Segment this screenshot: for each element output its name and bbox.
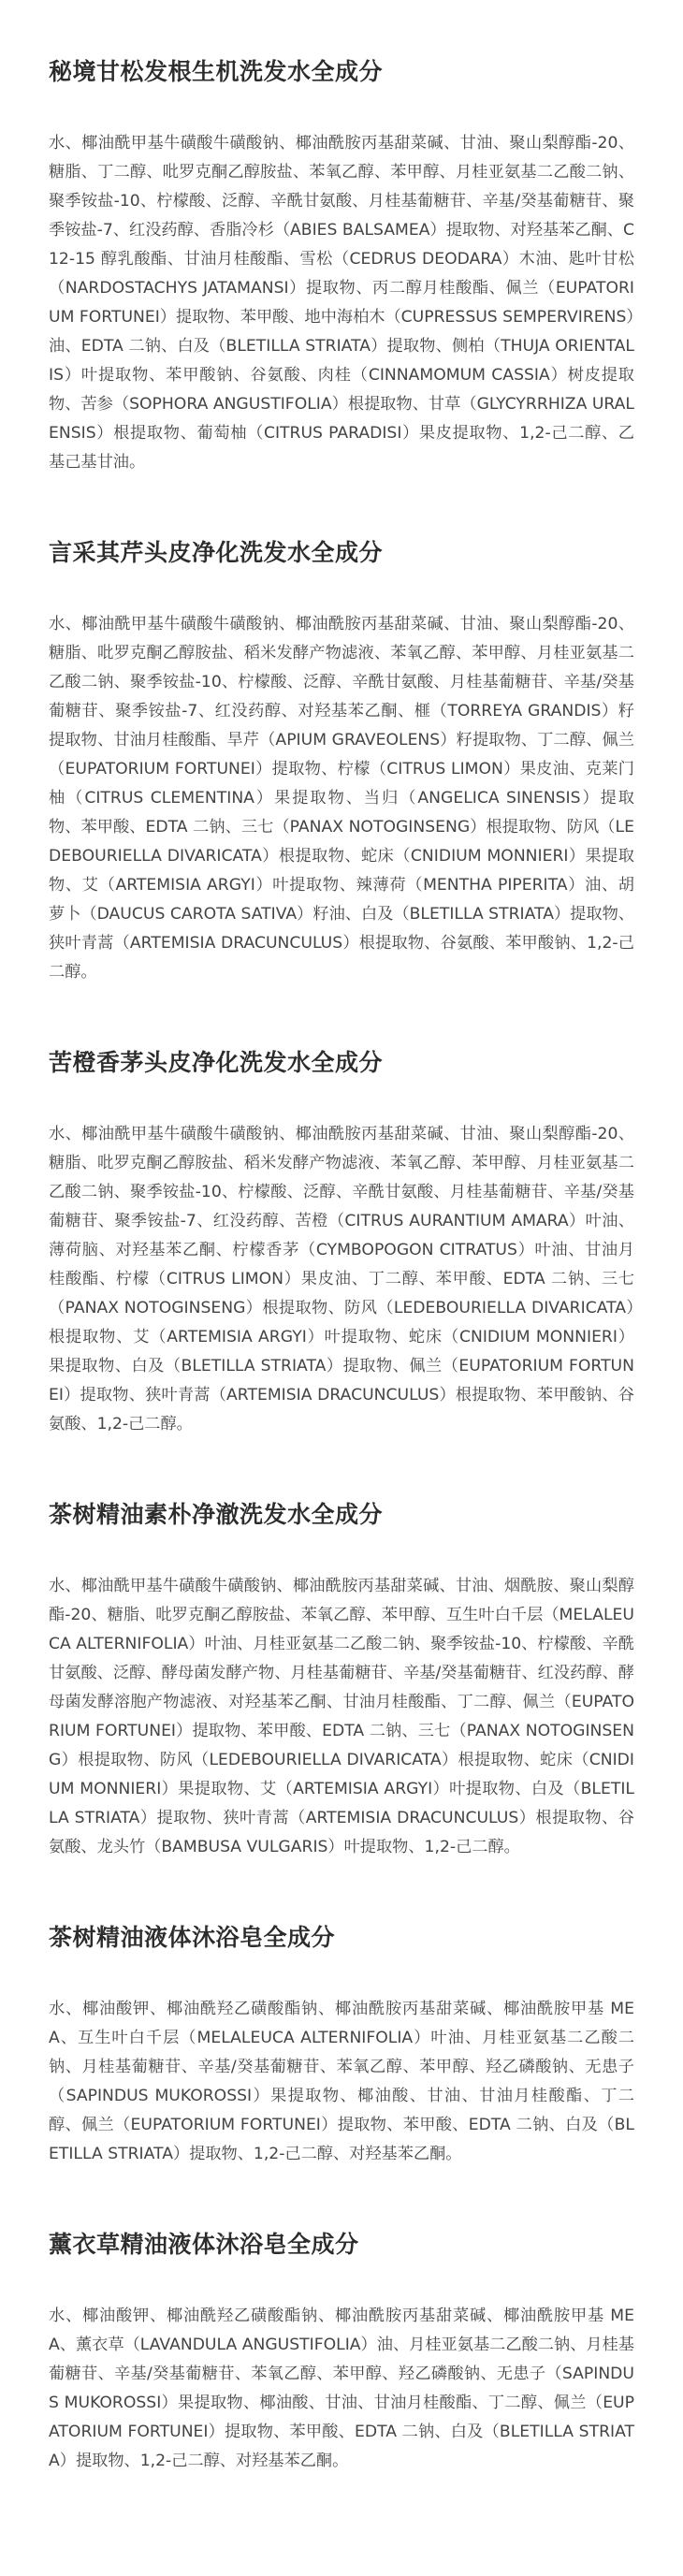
ingredient-text: 水、椰油酰甲基牛磺酸牛磺酸钠、椰油酰胺丙基甜菜碱、甘油、聚山梨醇酯-20、糖脂、丁二醇、吡罗克酮乙醇胺盐、苯氧乙醇、苯甲醇、月桂亚氨基二乙酸二钠、聚季铵盐-10、柠檬酸、泛醇、辛酰甘氨酸、月桂基葡糖苷、辛基/癸基葡糖苷、聚季铵盐-7、红没药醇、香脂冷杉（ABIES BALSAMEA）提取物、对羟基苯乙酮、C12-15 醇乳酸酯、甘油月桂酸酯、雪松（CEDRUS DEODARA）木油、匙叶甘松（NARDOSTACHYS JATAMANSI）提取物、丙二醇月桂酸酯、佩兰（EUPATORIUM FORTUNEI）提取物、苯甲酸、地中海柏木（CUPRESSUS SEMPERVIRENS）油、EDTA 二钠、白及（BLETILLA STRIATA）提取物、侧柏（THUJA ORIENTALIS）叶提取物、苯甲酸钠、谷氨酸、肉桂（CINNAMOMUM CASSIA）树皮提取物、苦参（SOPHORA ANGUSTIFOLIA）根提取物、甘草（GLYCYRRHIZA URALENSIS）根提取物、葡萄柚（CITRUS PARADISI）果皮提取物、1,2-己二醇、乙基己基甘油。 (49, 134, 634, 472)
section-title: 茶树精油素朴净澈洗发水全成分 (49, 1501, 384, 1528)
ingredient-text: 水、椰油酸钾、椰油酰羟乙磺酸酯钠、椰油酰胺丙基甜菜碱、椰油酰胺甲基 MEA、互生叶白千层（MELALEUCA ALTERNIFOLIA）叶油、月桂亚氨基二乙酸二钠、月桂基葡糖苷、辛基/癸基葡糖苷、苯氧乙醇、苯甲醇、羟乙磷酸钠、无患子（SAPINDUS MUKOROSSI）果提取物、椰油酸、甘油、甘油月桂酸酯、丁二醇、佩兰（EUPATORIUM FORTUNEI）提取物、苯甲酸、EDTA 二钠、白及（BLETILLA STRIATA）提取物、1,2-己二醇、对羟基苯乙酮。 (49, 2000, 634, 2163)
ingredient-section (49, 1047, 634, 1439)
ingredient-text: 水、椰油酰甲基牛磺酸牛磺酸钠、椰油酰胺丙基甜菜碱、甘油、聚山梨醇酯-20、糖脂、吡罗克酮乙醇胺盐、稻米发酵产物滤液、苯氧乙醇、苯甲醇、月桂亚氨基二乙酸二钠、聚季铵盐-10、柠檬酸、泛醇、辛酰甘氨酸、月桂基葡糖苷、辛基/癸基葡糖苷、聚季铵盐-7、红没药醇、对羟基苯乙酮、榧（TORREYA GRANDIS）籽提取物、甘油月桂酸酯、旱芹（APIUM GRAVEOLENS）籽提取物、丁二醇、佩兰（EUPATORIUM FORTUNEI）提取物、柠檬（CITRUS LIMON）果皮油、克莱门柚（CITRUS CLEMENTINA）果提取物、当归（ANGELICA SINENSIS）提取物、苯甲酸、EDTA 二钠、三七（PANAX NOTOGINSENG）根提取物、防风（LEDEBOURIELLA DIVARICATA）根提取物、蛇床（CNIDIUM MONNIERI）果提取物、艾（ARTEMISIA ARGYI）叶提取物、辣薄荷（MENTHA PIPERITA）油、胡萝卜（DAUCUS CAROTA SATIVA）籽油、白及（BLETILLA STRIATA）提取物、狭叶青蒿（ARTEMISIA DRACUNCULUS）根提取物、谷氨酸、苯甲酸钠、1,2-己二醇。 (49, 615, 634, 982)
ingredient-section (49, 2229, 634, 2476)
section-title: 薰衣草精油液体沐浴皂全成分 (49, 2231, 359, 2258)
ingredient-section (49, 1499, 634, 1862)
section-title: 苦橙香茅头皮净化洗发水全成分 (49, 1049, 384, 1076)
ingredient-text: 水、椰油酰甲基牛磺酸牛磺酸钠、椰油酰胺丙基甜菜碱、甘油、烟酰胺、聚山梨醇酯-20、糖脂、吡罗克酮乙醇胺盐、苯氧乙醇、苯甲醇、互生叶白千层（MELALEUCA ALTERNIFOLIA）叶油、月桂亚氨基二乙酸二钠、聚季铵盐-10、柠檬酸、辛酰甘氨酸、泛醇、酵母菌发酵产物、月桂基葡糖苷、辛基/癸基葡糖苷、红没药醇、酵母菌发酵溶胞产物滤液、对羟基苯乙酮、甘油月桂酸酯、丁二醇、佩兰（EUPATORIUM FORTUNEI）提取物、苯甲酸、EDTA 二钠、三七（PANAX NOTOGINSENG）根提取物、防风（LEDEBOURIELLA DIVARICATA）根提取物、蛇床（CNIDIUM MONNIERI）果提取物、艾（ARTEMISIA ARGYI）叶提取物、白及（BLETILLA STRIATA）提取物、狭叶青蒿（ARTEMISIA DRACUNCULUS）根提取物、谷氨酸、龙头竹（BAMBUSA VULGARIS）叶提取物、1,2-己二醇。 (49, 1577, 634, 1856)
section-title: 茶树精油液体沐浴皂全成分 (49, 1924, 336, 1951)
section-title: 言采其芹头皮净化洗发水全成分 (49, 539, 384, 566)
ingredient-text: 水、椰油酰甲基牛磺酸牛磺酸钠、椰油酰胺丙基甜菜碱、甘油、聚山梨醇酯-20、糖脂、吡罗克酮乙醇胺盐、稻米发酵产物滤液、苯氧乙醇、苯甲醇、月桂亚氨基二乙酸二钠、聚季铵盐-10、柠檬酸、泛醇、辛酰甘氨酸、月桂基葡糖苷、辛基/癸基葡糖苷、聚季铵盐-7、红没药醇、苦橙（CITRUS AURANTIUM AMARA）叶油、薄荷脑、对羟基苯乙酮、柠檬香茅（CYMBOPOGON CITRATUS）叶油、甘油月桂酸酯、柠檬（CITRUS LIMON）果皮油、丁二醇、苯甲酸、EDTA 二钠、三七（PANAX NOTOGINSENG）根提取物、防风（LEDEBOURIELLA DIVARICATA）根提取物、艾（ARTEMISIA ARGYI）叶提取物、蛇床（CNIDIUM MONNIERI）果提取物、白及（BLETILLA STRIATA）提取物、佩兰（EUPATORIUM FORTUNEI）提取物、狭叶青蒿（ARTEMISIA DRACUNCULUS）根提取物、苯甲酸钠、谷氨酸、1,2-己二醇。 (49, 1125, 634, 1434)
ingredient-section (49, 1922, 634, 2169)
ingredient-section (49, 56, 634, 477)
section-title: 秘境甘松发根生机洗发水全成分 (49, 58, 384, 85)
ingredient-text: 水、椰油酸钾、椰油酰羟乙磺酸酯钠、椰油酰胺丙基甜菜碱、椰油酰胺甲基 MEA、薰衣草（LAVANDULA ANGUSTIFOLIA）油、月桂亚氨基二乙酸二钠、月桂基葡糖苷、辛基/癸基葡糖苷、苯氧乙醇、苯甲醇、羟乙磷酸钠、无患子（SAPINDUS MUKOROSSI）果提取物、椰油酸、甘油、甘油月桂酸酯、丁二醇、佩兰（EUPATORIUM FORTUNEI）提取物、苯甲酸、EDTA 二钠、白及（BLETILLA STRIATA）提取物、1,2-己二醇、对羟基苯乙酮。 (49, 2307, 634, 2470)
ingredient-section (49, 537, 634, 987)
